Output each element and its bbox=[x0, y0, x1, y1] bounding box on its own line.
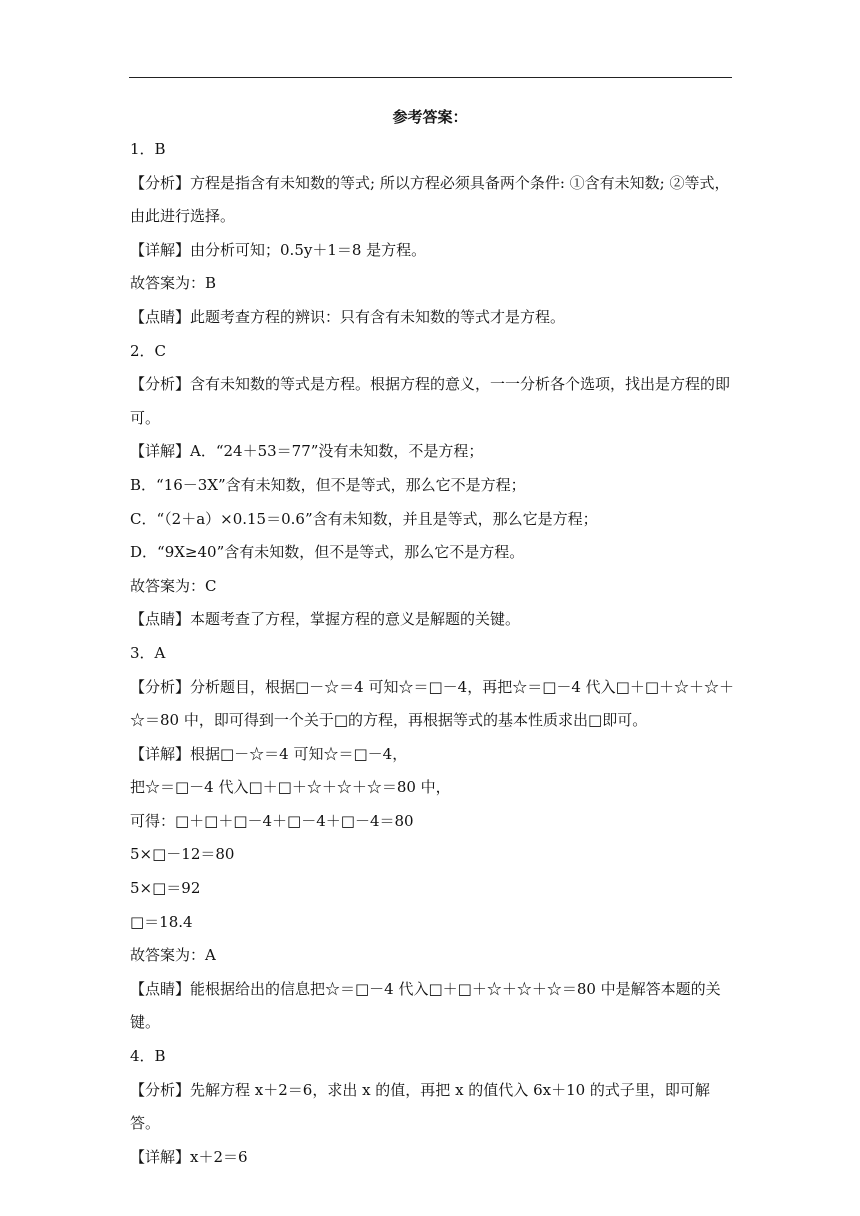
comment-1: 【点睛】此题考查方程的辨识：只有含有未知数的等式才是方程。 bbox=[130, 307, 566, 326]
answer-number-3: 3．A bbox=[130, 643, 166, 662]
comment-3: 【点睛】能根据给出的信息把☆＝□－4 代入□＋□＋☆＋☆＋☆＝80 中是解答本题的关键。 bbox=[130, 979, 721, 1032]
detail-3-a: 【详解】根据□－☆＝4 可知☆＝□－4， bbox=[130, 744, 408, 763]
detail-3-b: 把☆＝□－4 代入□＋□＋☆＋☆＋☆＝80 中， bbox=[130, 778, 451, 797]
conclusion-3: 故答案为：A bbox=[130, 946, 216, 965]
conclusion-2: 故答案为：C bbox=[130, 576, 217, 595]
analysis-3: 【分析】分析题目，根据□－☆＝4 可知☆＝□－4，再把☆＝□－4 代入□＋□＋☆＋☆＋☆＝80 中，即可得到一个关于□的方程，再根据等式的基本性质求出□即可。 bbox=[130, 677, 735, 730]
analysis-2: 【分析】含有未知数的等式是方程。根据方程的意义，一一分析各个选项，找出是方程的即可。 bbox=[130, 375, 731, 427]
detail-2-d: D．“9X≥40”含有未知数，但不是等式，那么它不是方程。 bbox=[130, 543, 525, 562]
analysis-1: 【分析】方程是指含有未知数的等式; 所以方程必须具备两个条件: ①含有未知数; ②等式，由此进行选择。 bbox=[130, 173, 730, 226]
conclusion-1: 故答案为：B bbox=[130, 274, 217, 293]
detail-2-c: C．“（2＋a）×0.15＝0.6”含有未知数，并且是等式，那么它是方程； bbox=[130, 509, 598, 528]
page-title: 参考答案： bbox=[392, 108, 468, 126]
answer-body bbox=[130, 133, 735, 1174]
detail-3-c: 可得：□＋□＋□－4＋□－4＋□－4＝80 bbox=[130, 811, 414, 830]
analysis-4: 【分析】先解方程 x＋2＝6，求出 x 的值，再把 x 的值代入 6x＋10 的式子里，即可解答。 bbox=[130, 1080, 710, 1133]
comment-2: 【点睛】本题考查了方程，掌握方程的意义是解题的关键。 bbox=[130, 610, 521, 629]
answer-number-2: 2．C bbox=[130, 341, 167, 360]
detail-2-a: 【详解】A．“24＋53＝77”没有未知数，不是方程； bbox=[130, 442, 484, 461]
top-rule bbox=[129, 77, 732, 78]
answer-number-1: 1．B bbox=[130, 140, 166, 158]
detail-3-d: 5×□－12＝80 bbox=[130, 845, 235, 864]
detail-3-e: 5×□＝92 bbox=[130, 879, 201, 898]
detail-2-b: B．“16－3X”含有未知数，但不是等式，那么它不是方程； bbox=[130, 475, 526, 494]
detail-1: 【详解】由分析可知；0.5y＋1＝8 是方程。 bbox=[130, 240, 427, 259]
answer-number-4: 4．B bbox=[130, 1047, 166, 1066]
detail-4-a: 【详解】x＋2＝6 bbox=[130, 1147, 248, 1166]
detail-3-f: □＝18.4 bbox=[130, 912, 193, 931]
